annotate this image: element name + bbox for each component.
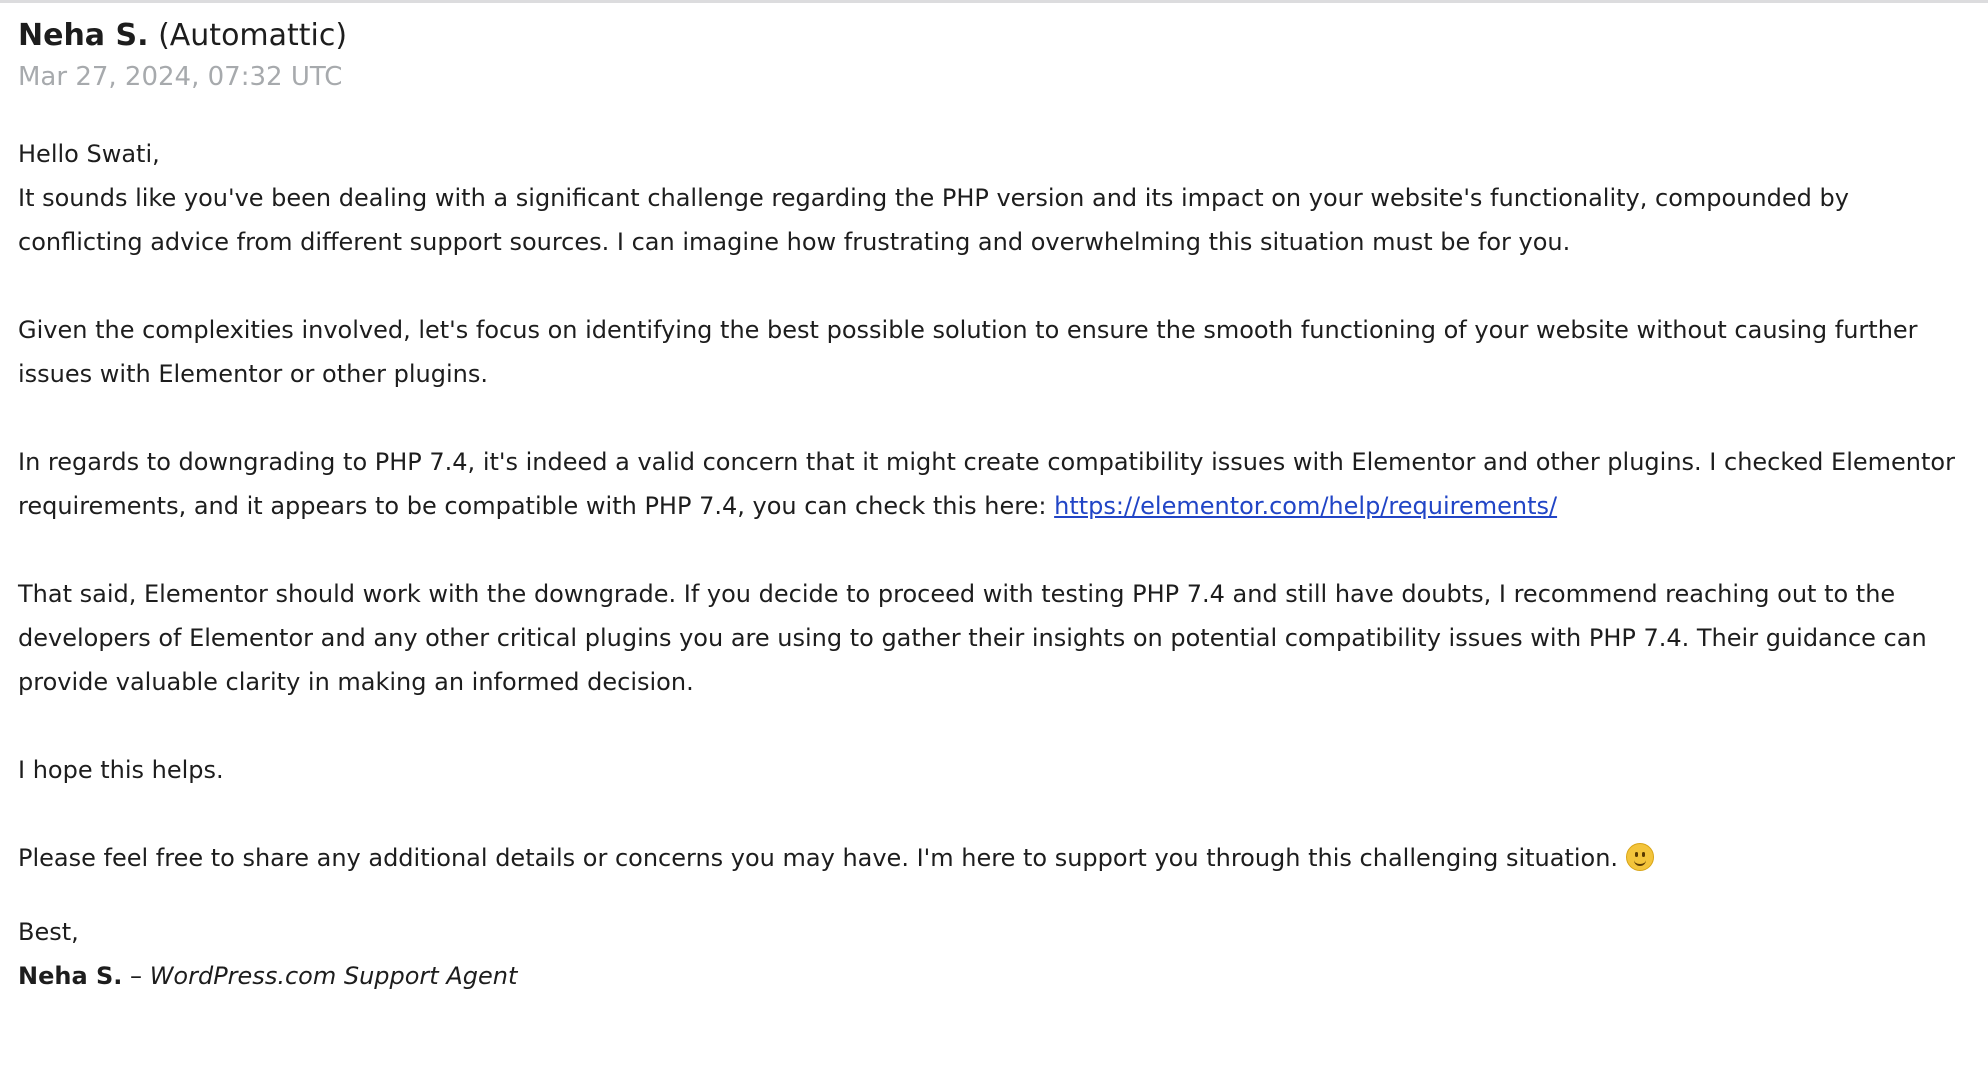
requirements-link[interactable]: https://elementor.com/help/requirements/ — [1054, 492, 1558, 520]
support-message — [18, 14, 1968, 998]
message-body — [18, 132, 1968, 998]
paragraph-3-text: In regards to downgrading to PHP 7.4, it's indeed a valid concern that it might create compatibility issues with Elementor and other plugins. I checked Elementor requirements, and it appears to be compatible with PHP 7.4, you can check this here: — [18, 448, 1955, 520]
paragraph-2: Given the complexities involved, let's focus on identifying the best possible solution to ensure the smooth functioning of your website without causing further issues with Elementor or other plugins. — [18, 316, 1918, 388]
signoff: Best, — [18, 918, 79, 946]
signature-role: WordPress.com Support Agent — [149, 962, 518, 990]
greeting: Hello Swati, — [18, 140, 160, 168]
signature-separator: – — [130, 962, 143, 990]
paragraph-5: I hope this helps. — [18, 756, 224, 784]
signature-name: Neha S. — [18, 962, 123, 990]
message-header — [18, 14, 1968, 58]
paragraph-4: That said, Elementor should work with the downgrade. If you decide to proceed with testing PHP 7.4 and still have doubts, I recommend reaching out to the developers of Elementor and any other critical plugins you are using to gather their insights on potential compatibility issues with PHP 7.4. Their guidance can provide valuable clarity in making an informed decision. — [18, 580, 1927, 696]
top-divider — [0, 0, 1988, 3]
message-timestamp: Mar 27, 2024, 07:32 UTC — [18, 62, 343, 92]
paragraph-1: It sounds like you've been dealing with a significant challenge regarding the PHP version and its impact on your website's functionality, compounded by conflicting advice from different support sources. I can imagine how frustrating and overwhelming this situation must be for you. — [18, 184, 1849, 256]
slightly-smiling-face-icon — [1626, 843, 1654, 871]
paragraph-6 — [18, 836, 1968, 880]
paragraph-3 — [18, 440, 1968, 528]
author-name: Neha S. — [18, 18, 149, 53]
author-org: (Automattic) — [158, 18, 348, 53]
signature — [18, 954, 1968, 998]
paragraph-6-text: Please feel free to share any additional details or concerns you may have. I'm here to support you through this challenging situation. — [18, 844, 1619, 872]
